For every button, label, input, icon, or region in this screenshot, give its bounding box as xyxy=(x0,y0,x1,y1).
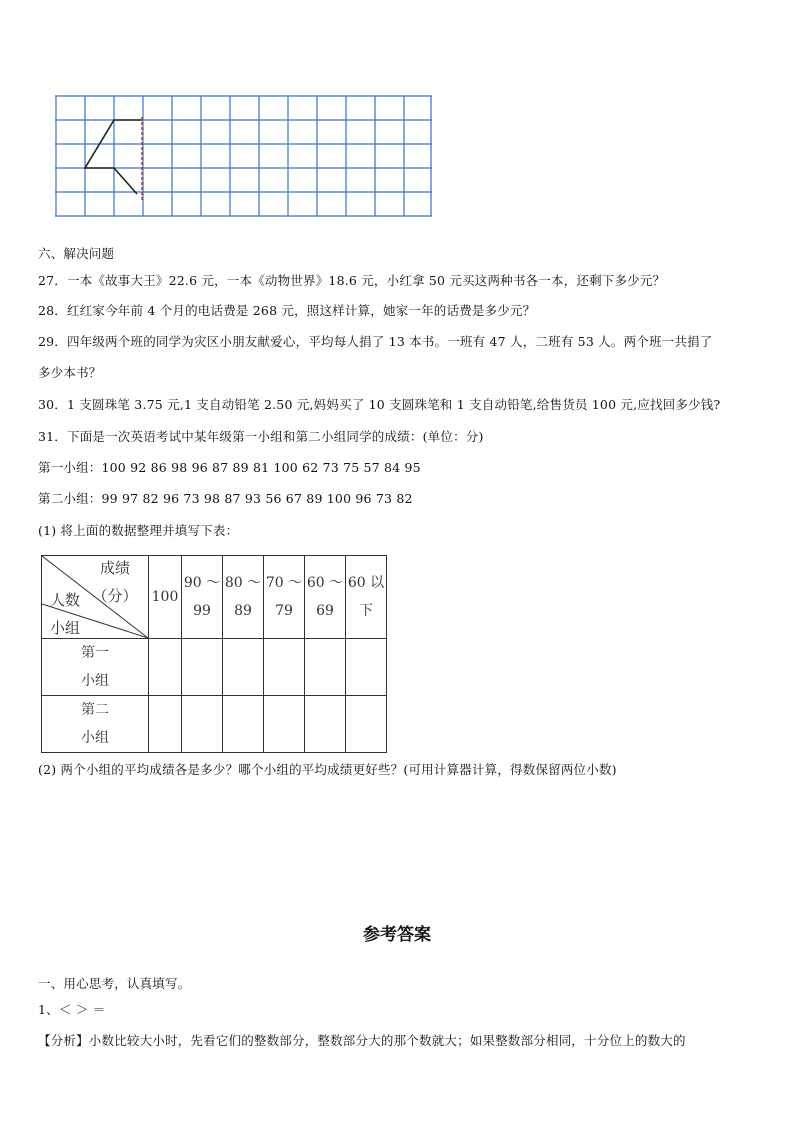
answer-cell[interactable] xyxy=(346,696,387,753)
header-cell: 80 ～ 89 xyxy=(223,556,264,639)
answer-cell[interactable] xyxy=(223,696,264,753)
part1-instruction: (1) 将上面的数据整理并填写下表： xyxy=(38,523,239,538)
question-31: 31．下面是一次英语考试中某年级第一小组和第二小组同学的成绩：(单位：分) xyxy=(38,429,484,444)
diag-people-label: 人数 xyxy=(50,591,81,609)
diag-score-label: 成绩（分） xyxy=(92,559,138,605)
table-header-row xyxy=(42,556,387,639)
answer-title: 参考答案 xyxy=(363,925,431,945)
question-28: 28．红红家今年前 4 个月的电话费是 268 元，照这样计算，她家一年的话费是多少元？ xyxy=(38,303,536,318)
answer-1: 1、＜ ＞ ＝ xyxy=(38,1002,106,1017)
row-label-group1: 第一 小组 xyxy=(42,639,149,696)
table-row xyxy=(42,639,387,696)
score-table xyxy=(41,555,387,753)
section6-title: 六、解决问题 xyxy=(38,246,115,261)
header-cell: 100 xyxy=(149,556,182,639)
analysis-text: 【分析】小数比较大小时，先看它们的整数部分，整数部分大的那个数就大；如果整数部分相同，十分位上的数大的 xyxy=(38,1033,686,1048)
question-27: 27．一本《故事大王》22.6 元，一本《动物世界》18.6 元，小红拿 50 元买这两种书各一本，还剩下多少元？ xyxy=(38,273,666,288)
answer-cell[interactable] xyxy=(182,696,223,753)
grid-lines xyxy=(55,96,432,216)
question-30: 30．1 支圆珠笔 3.75 元,1 支自动铅笔 2.50 元,妈妈买了 10 支圆珠笔和 1 支自动铅笔,给售货员 100 元,应找回多少钱? xyxy=(38,397,721,412)
group2-scores: 第二小组：99 97 82 96 73 98 87 93 56 67 89 100 96 73 82 xyxy=(38,491,413,506)
group1-scores: 第一小组：100 92 86 98 96 87 89 81 100 62 73 75 57 84 95 xyxy=(38,460,421,475)
question-29-line2: 多少本书？ xyxy=(38,365,102,380)
header-cell: 90 ～ 99 xyxy=(182,556,223,639)
answer-cell[interactable] xyxy=(149,696,182,753)
answer-cell[interactable] xyxy=(264,639,305,696)
question-29-line1: 29．四年级两个班的同学为灾区小朋友献爱心，平均每人捐了 13 本书。一班有 47 人，二班有 53 人。两个班一共捐了 xyxy=(38,334,713,349)
answer-cell[interactable] xyxy=(346,639,387,696)
answer-cell[interactable] xyxy=(305,696,346,753)
answer-cell[interactable] xyxy=(182,639,223,696)
diag-group-label: 小组 xyxy=(50,619,81,637)
part2-question: (2) 两个小组的平均成绩各是多少？哪个小组的平均成绩更好些？(可用计算器计算，得数保留两位小数) xyxy=(38,762,617,777)
grid-figure xyxy=(55,95,435,220)
answer-cell[interactable] xyxy=(305,639,346,696)
table-row xyxy=(42,696,387,753)
header-cell: 60 以 下 xyxy=(346,556,387,639)
header-cell: 60 ～ 69 xyxy=(305,556,346,639)
answer-cell[interactable] xyxy=(223,639,264,696)
diagonal-header-cell xyxy=(42,556,149,639)
answer-section1-title: 一、用心思考，认真填写。 xyxy=(38,976,191,991)
answer-cell[interactable] xyxy=(149,639,182,696)
header-cell: 70 ～ 79 xyxy=(264,556,305,639)
answer-cell[interactable] xyxy=(264,696,305,753)
row-label-group2: 第二 小组 xyxy=(42,696,149,753)
